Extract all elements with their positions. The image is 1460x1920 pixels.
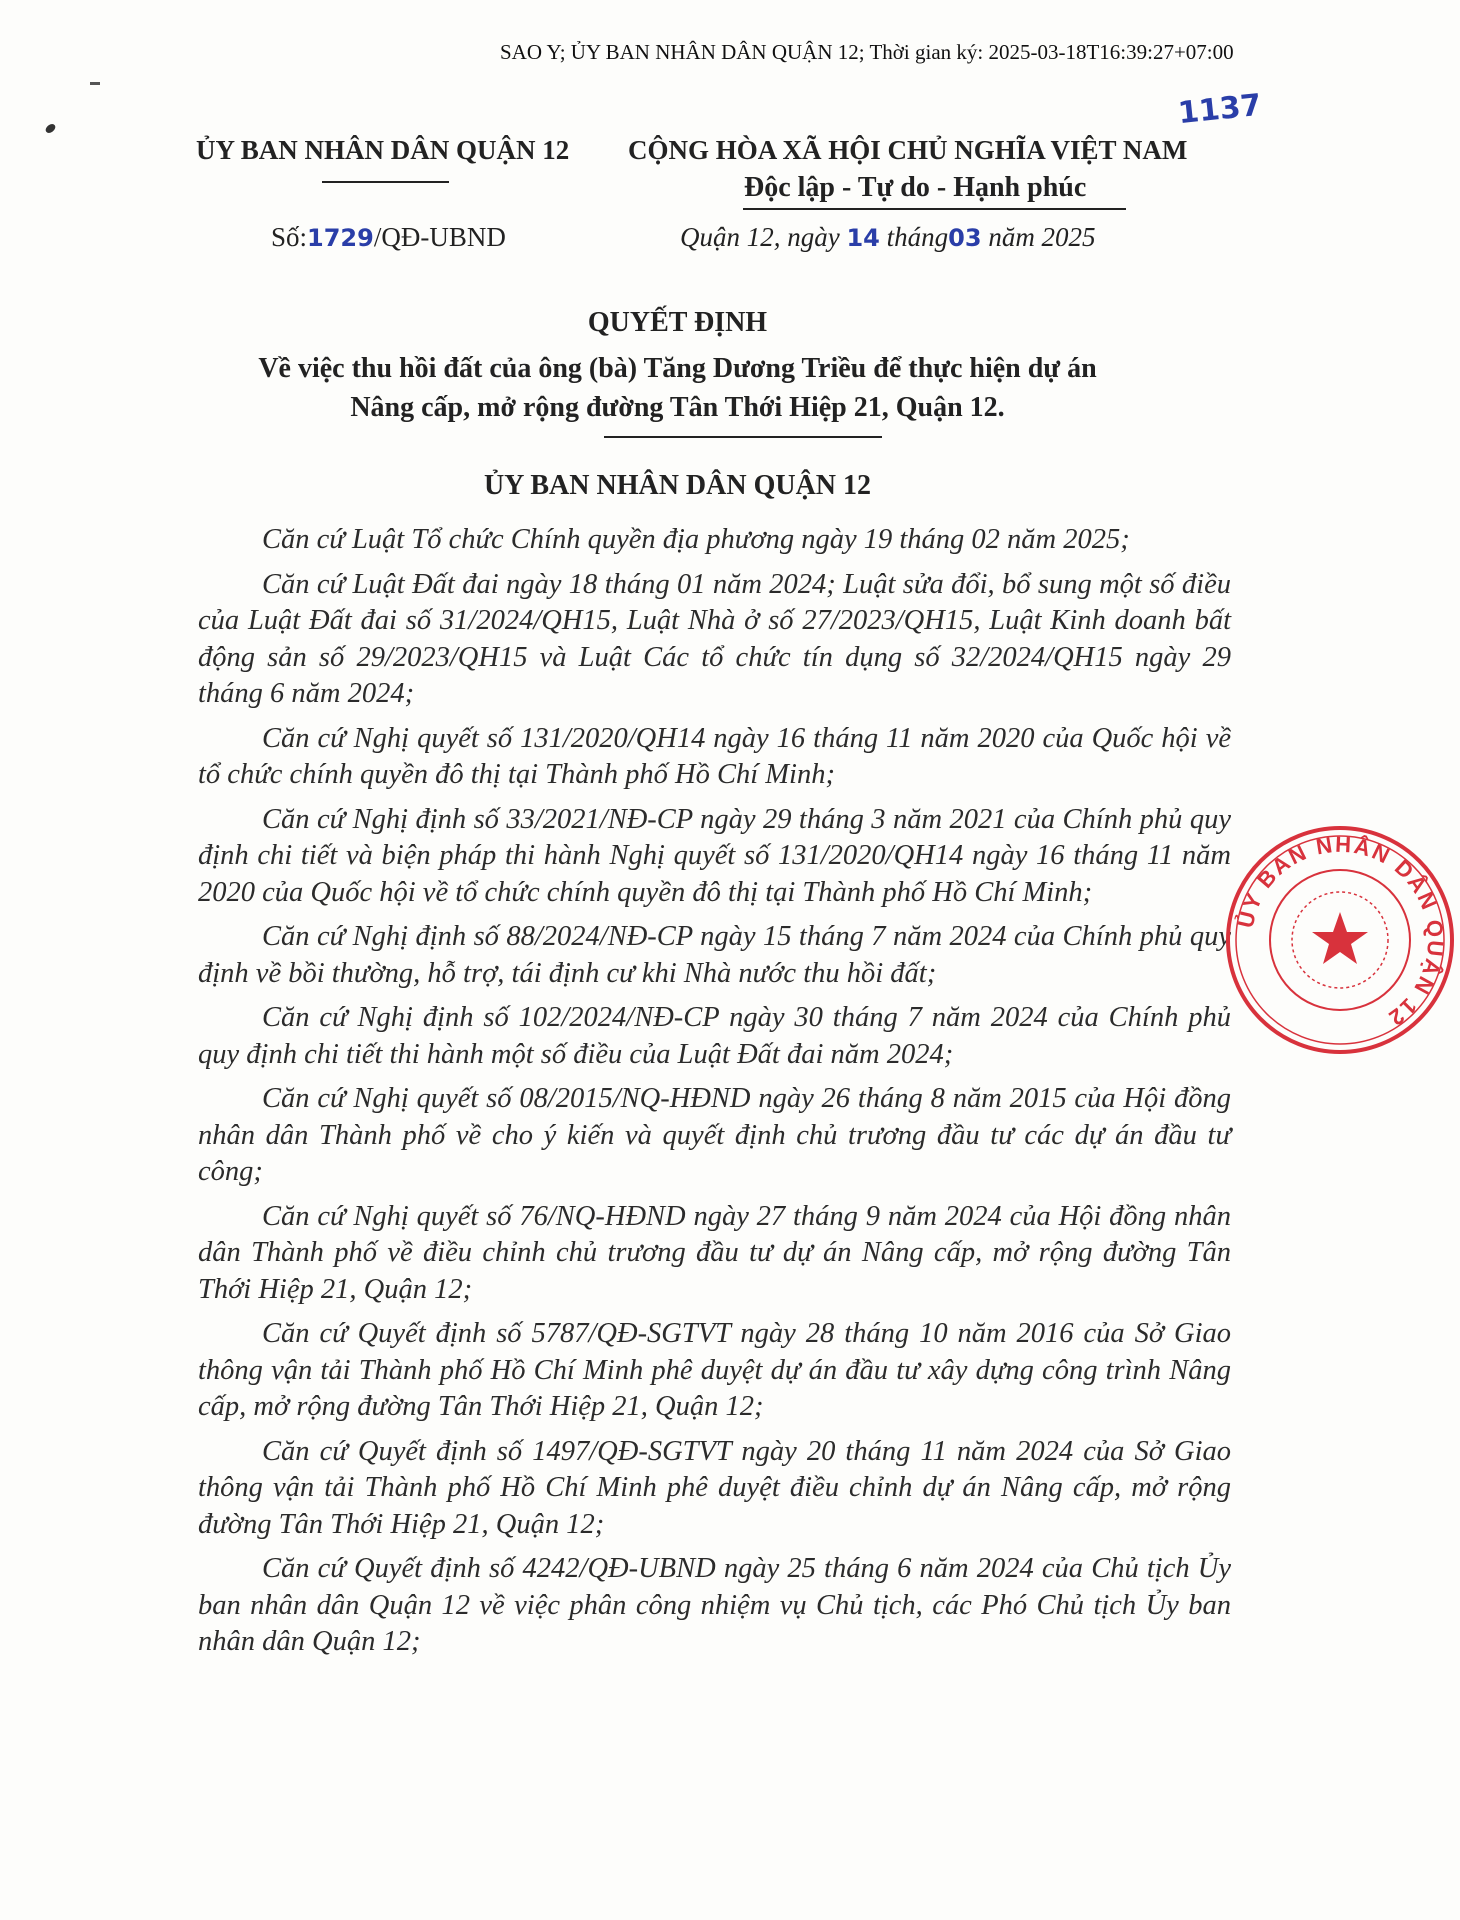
ink-speck (44, 124, 56, 133)
document-subject-line-1: Về việc thu hồi đất của ông (bà) Tăng Dương Triều để thực hiện dự án (258, 353, 1097, 384)
official-seal-icon (1220, 820, 1460, 1060)
ink-speck (90, 82, 100, 85)
legal-basis-paragraph: Căn cứ Nghị quyết số 131/2020/QH14 ngày 16 tháng 11 năm 2020 của Quốc hội về tổ chức chính quyền đô thị tại Thành phố Hồ Chí Minh; (198, 722, 1231, 790)
legal-basis-paragraph: Căn cứ Quyết định số 5787/QĐ-SGTVT ngày 28 tháng 10 năm 2016 của Sở Giao thông vận tải Thành phố Hồ Chí Minh phê duyệt dự án đầu tư xây dựng công trình Nâng cấp, mở rộng đường Tân Thới Hiệp 21, Quận 12; (198, 1318, 1231, 1422)
digital-copy-notice: SAO Y; ỦY BAN NHÂN DÂN QUẬN 12; Thời gian ký: 2025-03-18T16:39:27+07:00 (500, 40, 1234, 64)
legal-basis-paragraph: Căn cứ Nghị quyết số 76/NQ-HĐND ngày 27 tháng 9 năm 2024 của Hội đồng nhân dân Thành phố về điều chỉnh chủ trương đầu tư dự án Nâng cấp, mở rộng đường Tân Thới Hiệp 21, Quận 12; (198, 1200, 1231, 1305)
legal-basis-paragraph: Căn cứ Nghị định số 102/2024/NĐ-CP ngày 30 tháng 7 năm 2024 của Chính phủ quy định chi tiết thi hành một số điều của Luật Đất đai năm 2024; (198, 1002, 1231, 1070)
year-text: năm 2025 (981, 222, 1096, 252)
month-handwritten: 03 (948, 224, 982, 252)
legal-basis-paragraph: Căn cứ Quyết định số 1497/QĐ-SGTVT ngày 20 tháng 11 năm 2024 của Sở Giao thông vận tải Thành phố Hồ Chí Minh phê duyệt điều chỉnh dự án Nâng cấp, mở rộng đường Tân Thới Hiệp 21, Quận 12; (198, 1435, 1231, 1540)
legal-basis-paragraph: Căn cứ Quyết định số 4242/QĐ-UBND ngày 25 tháng 6 năm 2024 của Chủ tịch Ủy ban nhân dân Quận 12 về việc phân công nhiệm vụ Chủ tịch, các Phó Chủ tịch Ủy ban nhân dân Quận 12; (198, 1553, 1231, 1657)
document-subject-line-2: Nâng cấp, mở rộng đường Tân Thới Hiệp 21, Quận 12. (350, 392, 1005, 423)
subject-underline (604, 436, 882, 438)
legal-basis-paragraph: Căn cứ Nghị định số 33/2021/NĐ-CP ngày 29 tháng 3 năm 2021 của Chính phủ quy định chi tiết và biện pháp thi hành Nghị quyết số 131/2020/QH14 ngày 16 tháng 11 năm 2020 của Quốc hội về tổ chức chính quyền đô thị tại Thành phố Hồ Chí Minh; (198, 803, 1231, 908)
issuer-heading: ỦY BAN NHÂN DÂN QUẬN 12 (483, 470, 872, 501)
legal-basis-paragraph: Căn cứ Nghị quyết số 08/2015/NQ-HĐND ngày 26 tháng 8 năm 2015 của Hội đồng nhân dân Thành phố về cho ý kiến và quyết định chủ trương đầu tư các dự án đầu tư công; (198, 1083, 1231, 1187)
seal-text: ỦY BAN NHÂN DÂN QUẬN 12 (1232, 831, 1449, 1032)
agency-underline (322, 181, 449, 183)
motto-underline (743, 208, 1126, 210)
legal-basis-paragraph: Căn cứ Luật Tổ chức Chính quyền địa phương ngày 19 tháng 02 năm 2025; (262, 524, 1130, 555)
issuing-agency: ỦY BAN NHÂN DÂN QUẬN 12 (196, 135, 570, 165)
national-motto: Độc lập - Tự do - Hạnh phúc (744, 172, 1087, 203)
doc-number-prefix: Số: (271, 222, 308, 252)
legal-basis-paragraph: Căn cứ Nghị định số 88/2024/NĐ-CP ngày 15 tháng 7 năm 2024 của Chính phủ quy định về bồi thường, hỗ trợ, tái định cư khi Nhà nước thu hồi đất; (198, 921, 1231, 989)
legal-basis-paragraph: Căn cứ Luật Đất đai ngày 18 tháng 01 năm 2024; Luật sửa đổi, bổ sung một số điều của Luật Đất đai số 31/2024/QH15, Luật Nhà ở số 27/2023/QH15, Luật Kinh doanh bất động sản số 29/2023/QH15 và Luật Các tổ chức tín dụng số 32/2024/QH15 ngày 29 tháng 6 năm 2024; (198, 568, 1231, 709)
doc-number-suffix: /QĐ-UBND (373, 222, 506, 252)
handwritten-annotation: 1137 (1176, 87, 1264, 132)
day-handwritten: 14 (846, 224, 880, 252)
month-label: tháng (879, 222, 949, 252)
doc-number-handwritten: 1729 (307, 224, 374, 252)
legal-bases (198, 522, 1231, 1661)
place-date-prefix: Quận 12, ngày (680, 222, 847, 252)
document-number (271, 222, 506, 253)
document-heading: QUYẾT ĐỊNH (587, 307, 768, 338)
national-title: CỘNG HÒA XÃ HỘI CHỦ NGHĨA VIỆT NAM (628, 135, 1188, 165)
place-and-date (680, 222, 1096, 253)
